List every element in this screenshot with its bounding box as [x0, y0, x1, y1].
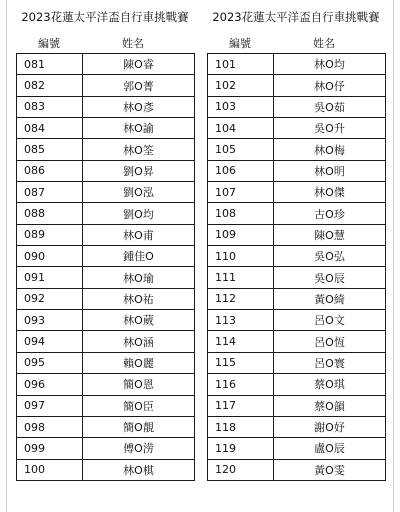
table-row [208, 118, 386, 139]
bib-number-cell: 085 [17, 139, 83, 160]
rider-name-cell: 陳O睿 [83, 54, 195, 75]
bib-number-cell: 117 [208, 395, 274, 416]
table-row [208, 246, 386, 267]
column-header-number: 編號 [229, 37, 251, 50]
table-row [17, 395, 195, 416]
table-row [208, 310, 386, 331]
table-row [208, 331, 386, 352]
table-row [17, 160, 195, 181]
bib-number-cell: 091 [17, 267, 83, 288]
page-edge-left [6, 0, 7, 512]
bib-number-cell: 100 [17, 459, 83, 480]
table-row [17, 54, 195, 75]
table-row [208, 182, 386, 203]
bib-number-cell: 093 [17, 310, 83, 331]
bib-number-cell: 118 [208, 416, 274, 437]
table-row [208, 374, 386, 395]
bib-number-cell: 094 [17, 331, 83, 352]
table-row [208, 416, 386, 437]
rider-name-cell: 林O伃 [274, 75, 386, 96]
rider-name-cell: 林O涵 [83, 331, 195, 352]
bib-number-cell: 088 [17, 203, 83, 224]
bib-number-cell: 106 [208, 160, 274, 181]
table-row [17, 288, 195, 309]
table-row [17, 96, 195, 117]
bib-number-cell: 084 [17, 118, 83, 139]
rider-name-cell: 吳O茹 [274, 96, 386, 117]
table-row [17, 118, 195, 139]
table-row [208, 267, 386, 288]
roster-table-body [208, 54, 386, 481]
rider-name-cell: 古O珍 [274, 203, 386, 224]
bib-number-cell: 114 [208, 331, 274, 352]
rider-name-cell: 陳O慧 [274, 224, 386, 245]
table-row [208, 54, 386, 75]
bib-number-cell: 110 [208, 246, 274, 267]
bib-number-cell: 089 [17, 224, 83, 245]
column-header-name: 姓名 [122, 37, 144, 50]
table-row [208, 438, 386, 459]
rider-name-cell: 黃O雯 [274, 459, 386, 480]
rider-name-cell: 林O祐 [83, 288, 195, 309]
bib-number-cell: 082 [17, 75, 83, 96]
rider-name-cell: 林O均 [274, 54, 386, 75]
roster-title: 2023花蓮太平洋盃自行車挑戰賽 [212, 10, 380, 24]
rider-name-cell: 黃O綺 [274, 288, 386, 309]
rider-name-cell: 簡O恩 [83, 374, 195, 395]
rider-name-cell: 謝O妤 [274, 416, 386, 437]
table-row [17, 224, 195, 245]
rider-name-cell: 賴O麗 [83, 352, 195, 373]
bib-number-cell: 090 [17, 246, 83, 267]
rider-name-cell: 簡O臣 [83, 395, 195, 416]
table-row [208, 203, 386, 224]
column-header-number: 編號 [38, 37, 60, 50]
table-row [208, 288, 386, 309]
bib-number-cell: 101 [208, 54, 274, 75]
table-row [17, 139, 195, 160]
bib-number-cell: 119 [208, 438, 274, 459]
rider-name-cell: 劉O泓 [83, 182, 195, 203]
table-row [17, 374, 195, 395]
rider-name-cell: 吳O辰 [274, 267, 386, 288]
bib-number-cell: 102 [208, 75, 274, 96]
bib-number-cell: 113 [208, 310, 274, 331]
page-edge-right [393, 0, 394, 512]
table-row [208, 395, 386, 416]
bib-number-cell: 087 [17, 182, 83, 203]
bib-number-cell: 115 [208, 352, 274, 373]
table-row [208, 352, 386, 373]
rider-name-cell: 吳O升 [274, 118, 386, 139]
rider-name-cell: 盧O辰 [274, 438, 386, 459]
rider-name-cell: 林O棋 [83, 459, 195, 480]
bib-number-cell: 112 [208, 288, 274, 309]
rider-name-cell: 劉O昇 [83, 160, 195, 181]
bib-number-cell: 083 [17, 96, 83, 117]
bib-number-cell: 111 [208, 267, 274, 288]
table-row [17, 310, 195, 331]
roster-table [207, 53, 386, 481]
bib-number-cell: 109 [208, 224, 274, 245]
column-header-name: 姓名 [313, 37, 335, 50]
rider-name-cell: 林O諭 [83, 118, 195, 139]
table-row [17, 75, 195, 96]
bib-number-cell: 095 [17, 352, 83, 373]
table-row [17, 267, 195, 288]
rider-name-cell: 呂O恆 [274, 331, 386, 352]
bib-number-cell: 107 [208, 182, 274, 203]
bib-number-cell: 105 [208, 139, 274, 160]
table-row [17, 352, 195, 373]
table-row [17, 182, 195, 203]
bib-number-cell: 104 [208, 118, 274, 139]
roster-title: 2023花蓮太平洋盃自行車挑戰賽 [21, 10, 189, 24]
table-row [208, 160, 386, 181]
bib-number-cell: 086 [17, 160, 83, 181]
table-row [208, 224, 386, 245]
bib-number-cell: 092 [17, 288, 83, 309]
rider-name-cell: 呂O寰 [274, 352, 386, 373]
rider-name-cell: 吳O弘 [274, 246, 386, 267]
bib-number-cell: 120 [208, 459, 274, 480]
bib-number-cell: 096 [17, 374, 83, 395]
rider-name-cell: 傅O涝 [83, 438, 195, 459]
roster-table [16, 53, 195, 481]
table-row [17, 203, 195, 224]
rider-name-cell: 簡O靚 [83, 416, 195, 437]
rider-name-cell: 林O瑜 [83, 267, 195, 288]
bib-number-cell: 097 [17, 395, 83, 416]
rider-name-cell: 劉O均 [83, 203, 195, 224]
rider-name-cell: 蔡O韻 [274, 395, 386, 416]
rider-name-cell: 林O甫 [83, 224, 195, 245]
bib-number-cell: 081 [17, 54, 83, 75]
table-row [17, 459, 195, 480]
table-row [17, 246, 195, 267]
rider-name-cell: 林O明 [274, 160, 386, 181]
table-row [17, 438, 195, 459]
bib-number-cell: 098 [17, 416, 83, 437]
bib-number-cell: 103 [208, 96, 274, 117]
table-row [208, 75, 386, 96]
table-row [208, 139, 386, 160]
rider-name-cell: 林O梅 [274, 139, 386, 160]
rider-name-cell: 林O筌 [83, 139, 195, 160]
rider-name-cell: 呂O文 [274, 310, 386, 331]
table-row [208, 459, 386, 480]
table-row [17, 416, 195, 437]
rider-name-cell: 郭O菁 [83, 75, 195, 96]
rider-name-cell: 林O葳 [83, 310, 195, 331]
bib-number-cell: 108 [208, 203, 274, 224]
rider-name-cell: 蔡O琪 [274, 374, 386, 395]
rider-name-cell: 林O傑 [274, 182, 386, 203]
roster-table-body [17, 54, 195, 481]
bib-number-cell: 099 [17, 438, 83, 459]
table-row [17, 331, 195, 352]
table-row [208, 96, 386, 117]
rider-name-cell: 鍾佳O [83, 246, 195, 267]
bib-number-cell: 116 [208, 374, 274, 395]
rider-name-cell: 林O彥 [83, 96, 195, 117]
